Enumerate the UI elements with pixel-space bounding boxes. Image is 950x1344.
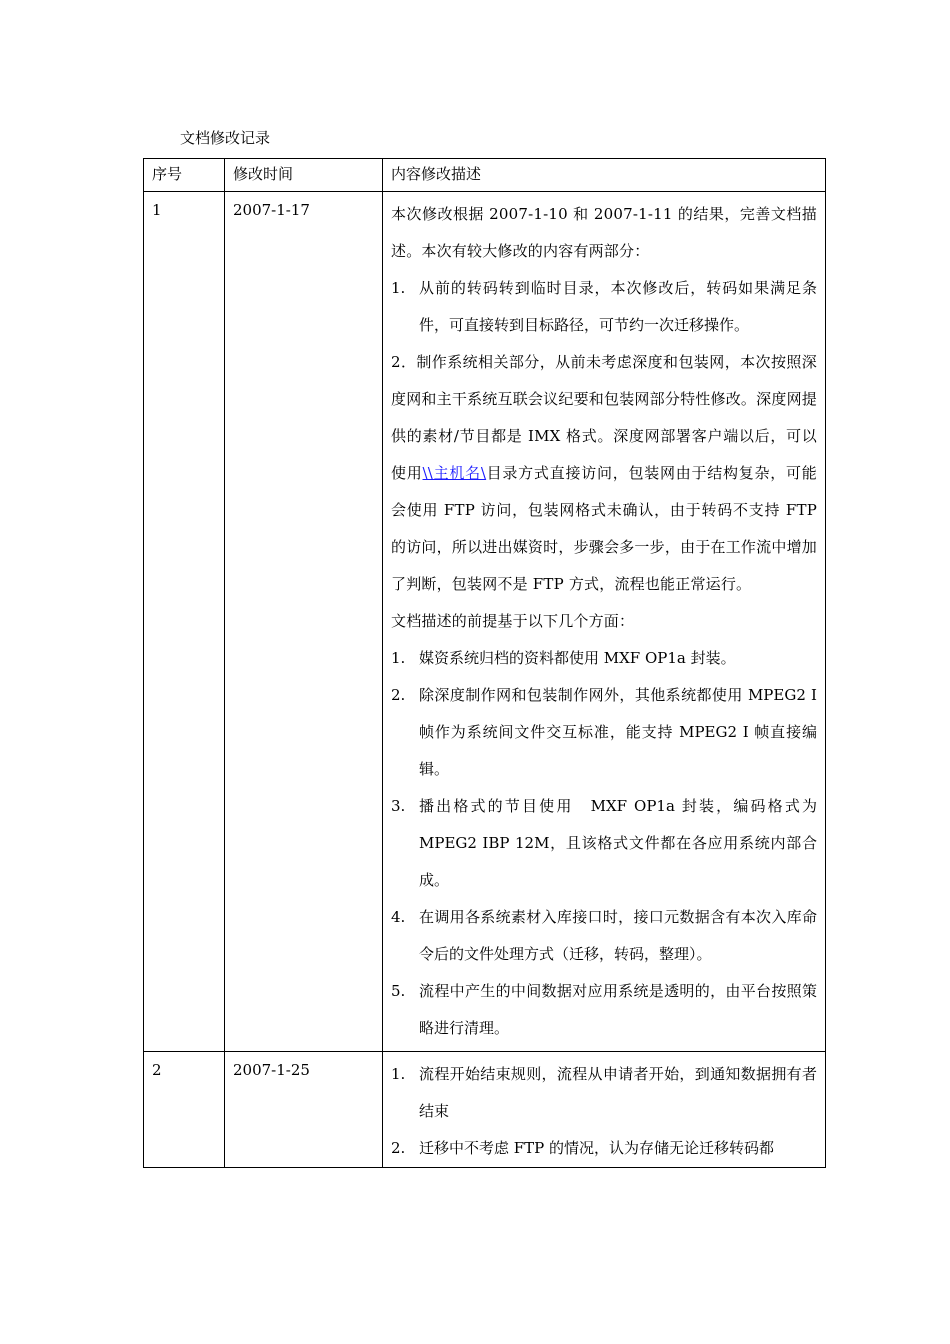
list-item	[391, 1130, 817, 1167]
host-path-link[interactable]: \\主机名\	[422, 464, 487, 482]
revision-table	[143, 158, 826, 1168]
table-row	[144, 192, 826, 1052]
para2-before: 2．制作系统相关部分，从前未考虑深度和包装网，本次按照深度网和主干系统互联会议纪要和包装网部分特性修改。深度网提供的素材/节目都是 IMX 格式。深度网部署客户端以后，可以使用	[391, 353, 817, 482]
list-item	[391, 1056, 817, 1130]
row-description	[383, 192, 826, 1052]
list-item	[391, 640, 817, 677]
list-item-number: 1.	[391, 649, 406, 667]
list-item-text: 从前的转码转到临时目录，本次修改后，转码如果满足条件，可直接转到目标路径，可节约一次迁移操作。	[419, 279, 817, 334]
list-item-text: 除深度制作网和包装制作网外，其他系统都使用 MPEG2 I 帧作为系统间文件交互标准，能支持 MPEG2 I 帧直接编辑。	[419, 686, 817, 778]
change-paragraph-2	[391, 344, 817, 603]
list-item-text: 流程开始结束规则，流程从申请者开始，到通知数据拥有者结束	[419, 1065, 817, 1120]
table-row	[144, 1052, 826, 1168]
list-item	[391, 973, 817, 1047]
intro-paragraph: 本次修改根据 2007-1-10 和 2007-1-11 的结果，完善文档描述。本次有较大修改的内容有两部分：	[391, 205, 817, 260]
list-item	[391, 788, 817, 899]
list-item-number: 1.	[391, 1065, 406, 1083]
list-item-number: 1.	[391, 279, 406, 297]
list-item	[391, 899, 817, 973]
para2-after: 目录方式直接访问，包装网由于结构复杂，可能会使用 FTP 访问，包装网格式未确认，由于转码不支持 FTP 的访问，所以进出媒资时，步骤会多一步，由于在工作流中增加了判断，包装网不是 FTP 方式，流程也能正常运行。	[391, 464, 817, 593]
row-description	[383, 1052, 826, 1168]
list-item	[391, 270, 817, 344]
header-seq: 序号	[144, 159, 225, 192]
document-title: 文档修改记录	[180, 129, 271, 147]
row-seq: 2	[144, 1052, 225, 1168]
header-desc: 内容修改描述	[383, 159, 826, 192]
premise-paragraph: 文档描述的前提基于以下几个方面：	[391, 612, 635, 630]
list-item-number: 3.	[391, 797, 406, 815]
list-item	[391, 677, 817, 788]
list-item-text: 流程中产生的中间数据对应用系统是透明的，由平台按照策略进行清理。	[419, 982, 817, 1037]
list-item-text: 迁移中不考虑 FTP 的情况，认为存储无论迁移转码都	[419, 1139, 775, 1157]
list-item-number: 4.	[391, 908, 406, 926]
list-item-number: 2.	[391, 686, 406, 704]
header-time: 修改时间	[225, 159, 383, 192]
row-seq: 1	[144, 192, 225, 1052]
row-date: 2007-1-17	[225, 192, 383, 1052]
list-item-text: 播出格式的节目使用 MXF OP1a 封装，编码格式为 MPEG2 IBP 12M，且该格式文件都在各应用系统内部合成。	[419, 797, 817, 889]
list-item-text: 媒资系统归档的资料都使用 MXF OP1a 封装。	[419, 649, 736, 667]
list-item-number: 5.	[391, 982, 406, 1000]
table-header-row	[144, 159, 826, 192]
list-item-text: 在调用各系统素材入库接口时，接口元数据含有本次入库命令后的文件处理方式（迁移，转码，整理）。	[419, 908, 817, 963]
list-item-number: 2.	[391, 1139, 406, 1157]
row-date: 2007-1-25	[225, 1052, 383, 1168]
